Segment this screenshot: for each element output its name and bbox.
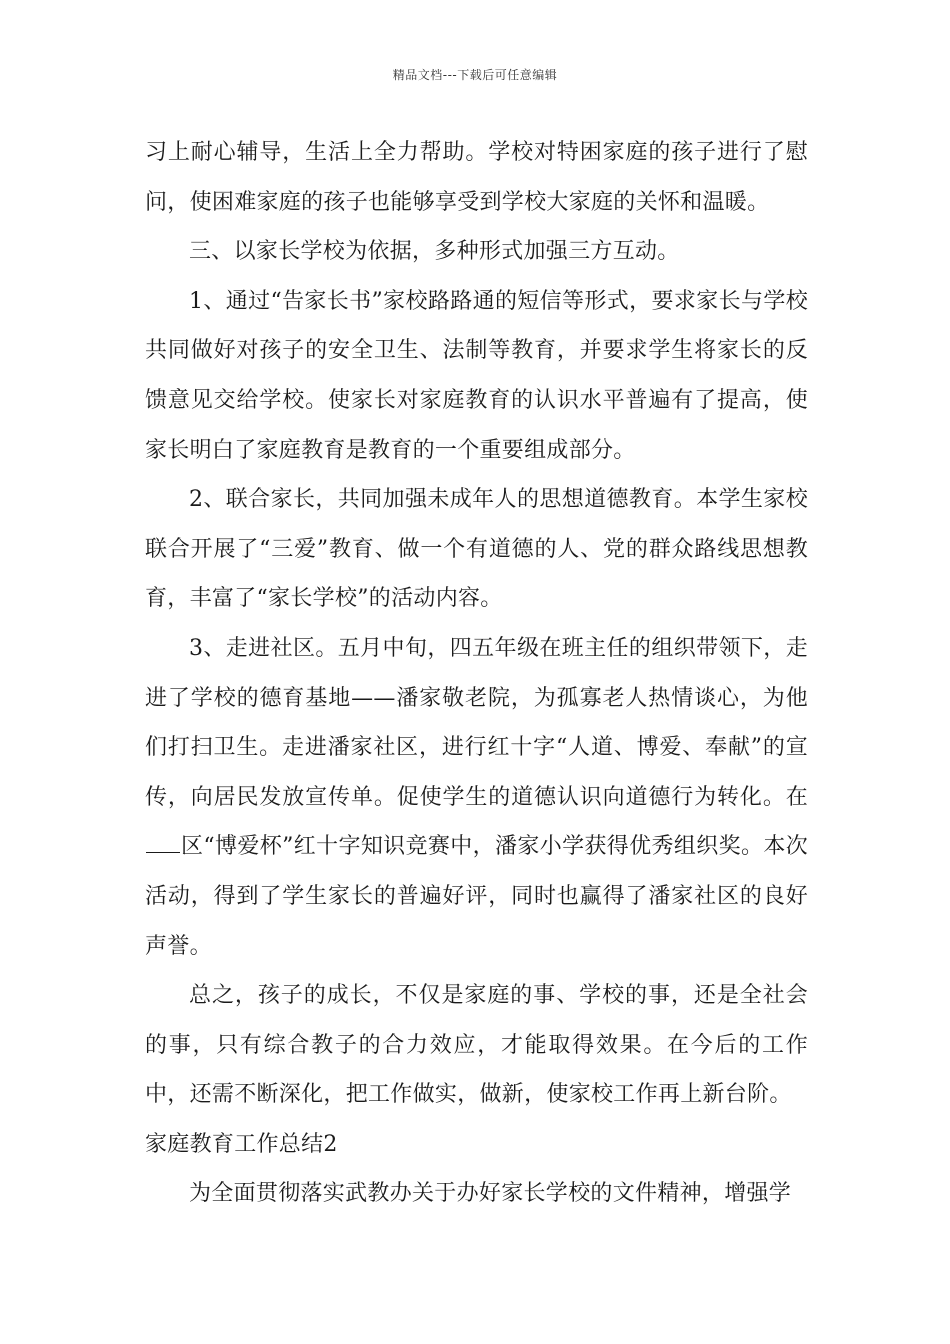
paragraph-item-1: 1、通过“告家长书”家校路路通的短信等形式，要求家长与学校共同做好对孩子的安全卫生、法制等教育，并要求学生将家长的反馈意见交给学校。使家长对家庭教育的认识水平普遍有了提高，使家长明白了家庭教育是教育的一个重要组成部分。 bbox=[145, 288, 808, 463]
paragraph-section-three-heading: 三、以家长学校为依据，多种形式加强三方互动。 bbox=[189, 239, 680, 265]
section-title: 家庭教育工作总结2 bbox=[145, 1131, 338, 1157]
page-header: 精品文档---下载后可任意编辑 bbox=[392, 68, 558, 82]
document-body bbox=[145, 128, 808, 1219]
paragraph-new-section-start: 为全面贯彻落实武教办关于办好家长学校的文件精神，增强学 bbox=[189, 1181, 792, 1207]
paragraph-item-3-part-a: 3、走进社区。五月中旬，四五年级在班主任的组织带领下，走进了学校的德育基地——潘家敬老院，为孤寡老人热情谈心，为他们打扫卫生。走进潘家社区，进行红十字“人道、博爱、奉献”的宣传，向居民发放宣传单。促使学生的道德认识向道德行为转化。在 bbox=[145, 635, 808, 810]
paragraph-continuation: 习上耐心辅导，生活上全力帮助。学校对特困家庭的孩子进行了慰问，使困难家庭的孩子也能够享受到学校大家庭的关怀和温暖。 bbox=[145, 140, 808, 215]
paragraph-conclusion: 总之，孩子的成长，不仅是家庭的事、学校的事，还是全社会的事，只有综合教子的合力效应，才能取得效果。在今后的工作中，还需不断深化，把工作做实，做新，使家校工作再上新台阶。 bbox=[145, 983, 808, 1108]
blank-underline bbox=[146, 834, 180, 853]
paragraph-item-3-part-b: 区“博爱杯”红十字知识竞赛中，潘家小学获得优秀组织奖。本次活动，得到了学生家长的普遍好评，同时也赢得了潘家社区的良好声誉。 bbox=[145, 834, 808, 959]
paragraph-item-3 bbox=[145, 624, 808, 971]
paragraph-item-2: 2、联合家长，共同加强未成年人的思想道德教育。本学生家校联合开展了“三爱”教育、做一个有道德的人、党的群众路线思想教育，丰富了“家长学校”的活动内容。 bbox=[145, 487, 808, 612]
